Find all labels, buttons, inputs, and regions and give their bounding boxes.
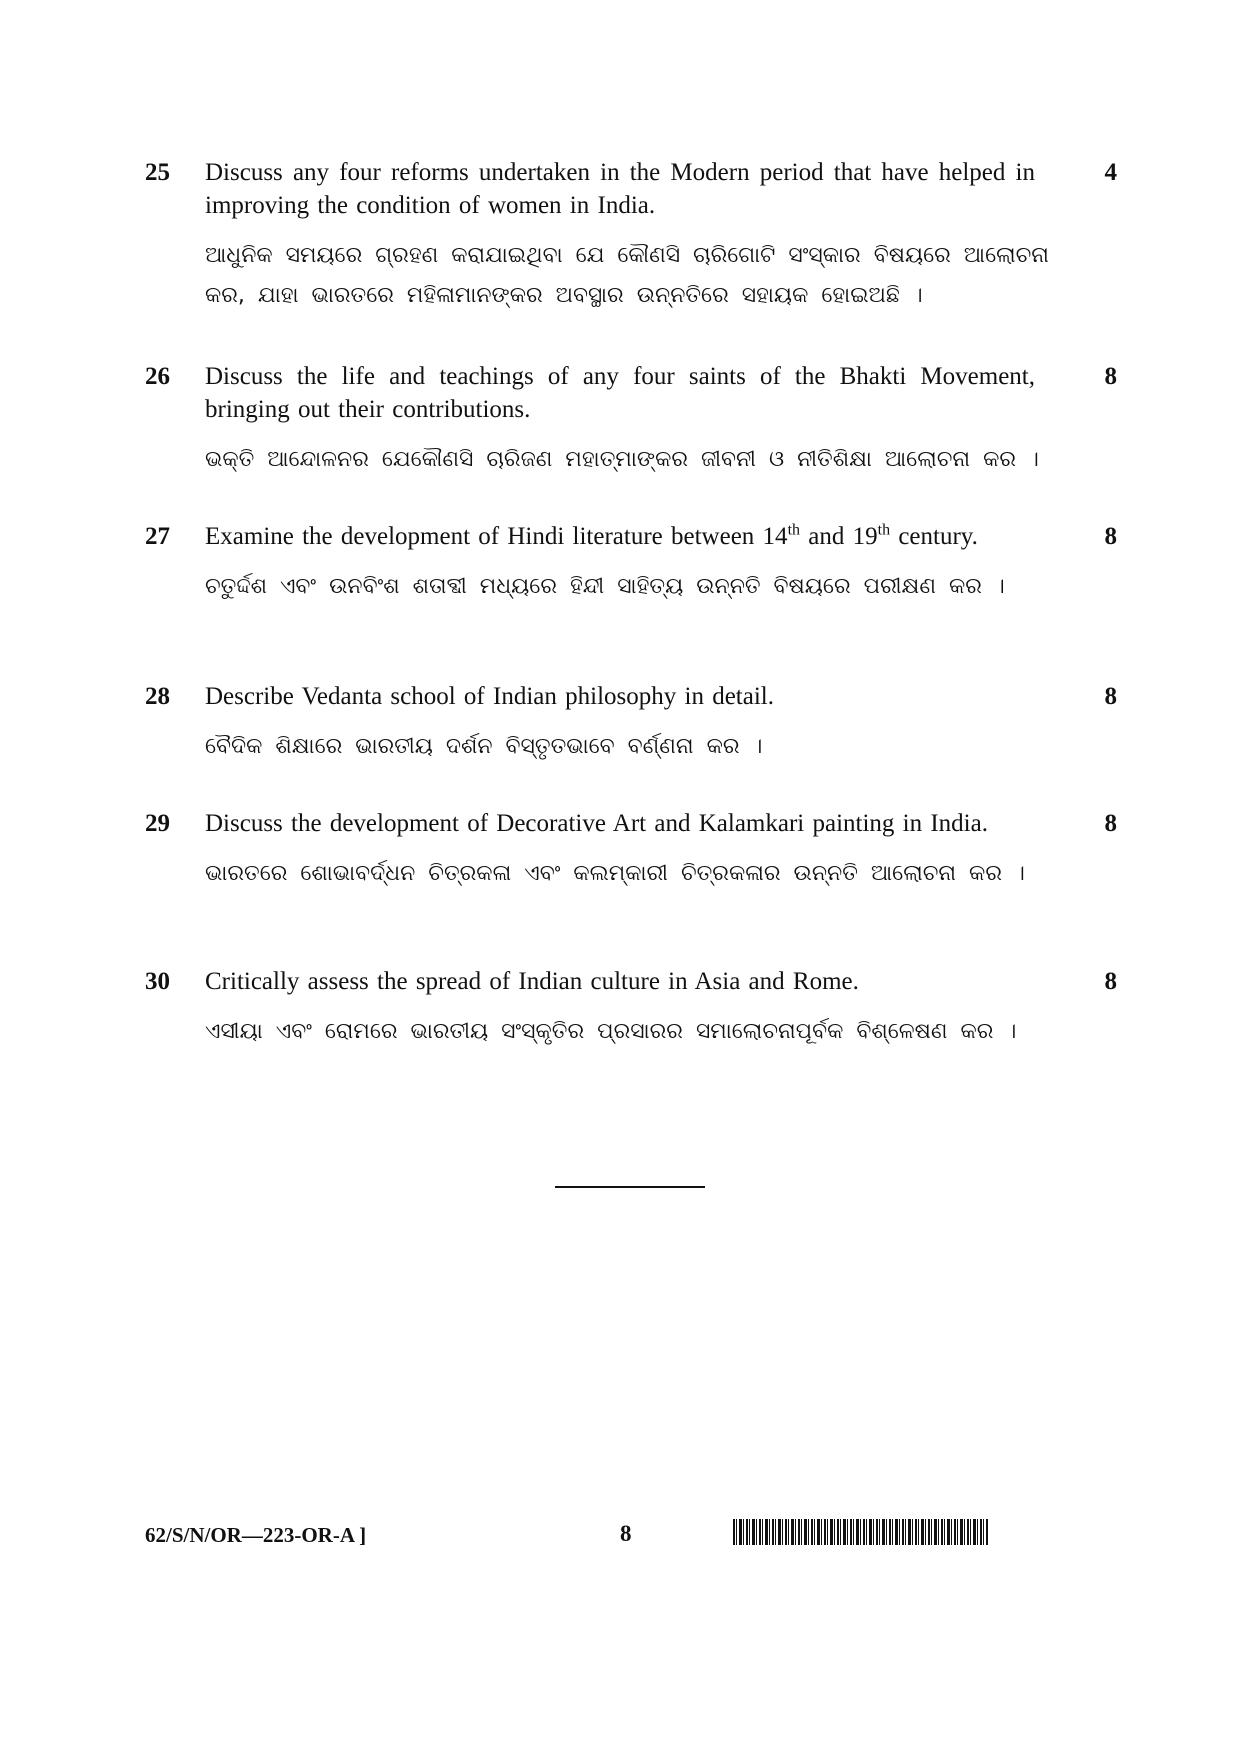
question-28 xyxy=(145,680,1125,767)
question-text-part: Examine the development of Hindi literature between 14 xyxy=(205,523,788,550)
question-26 xyxy=(145,360,1125,480)
page-number: 8 xyxy=(620,1521,632,1546)
question-text-odia: ଭାରତରେ ଶୋଭାବର୍ଦ୍ଧନ ଚିତ୍ରକଳା ଏବଂ କଲମ୍‌କାରୀ ଚିତ୍ରକଳାର ଉନ୍ନତି ଆଲୋଚନା କର । xyxy=(205,861,1025,886)
question-text-english xyxy=(205,520,1035,553)
question-marks: 8 xyxy=(1104,523,1117,550)
question-number: 27 xyxy=(145,523,170,550)
question-number: 26 xyxy=(145,363,170,390)
question-number: 29 xyxy=(145,810,170,837)
question-marks: 8 xyxy=(1104,810,1117,837)
question-25 xyxy=(145,156,1125,316)
question-text-english: Describe Vedanta school of Indian philosophy in detail. xyxy=(205,683,774,710)
end-divider xyxy=(555,1186,705,1188)
question-text-odia: ଚତୁର୍ଦ୍ଦଶ ଏବଂ ଉନବିଂଶ ଶତାବ୍ଦୀ ମଧ୍ୟରେ ହିନ୍ଦୀ ସାହିତ୍ୟ ଉନ୍ନତି ବିଷୟରେ ପରୀକ୍ଷଣ କର । xyxy=(205,574,1005,599)
question-text-odia: ବୈଦିକ ଶିକ୍ଷାରେ ଭାରତୀୟ ଦର୍ଶନ ବିସ୍ତୃତଭାବେ ବର୍ଣ୍ଣନା କର । xyxy=(205,734,763,759)
question-text-odia: ଏସୀୟା ଏବଂ ରୋମରେ ଭାରତୀୟ ସଂସ୍କୃତିର ପ୍ରସାରର ସମାଲୋଚନାପୂର୍ବକ ବିଶ୍ଳେଷଣ କର । xyxy=(205,1019,1017,1044)
question-30 xyxy=(145,965,1125,1052)
question-text-odia: ଆଧୁନିକ ସମୟରେ ଗ୍ରହଣ କରାଯାଇଥିବା ଯେ କୌଣସି ଚାରିଗୋଟି ସଂସ୍କାର ବିଷୟରେ ଆଲୋଚନା କର, ଯାହା ଭାରତରେ ମହିଳାମାନଙ୍କର ଅବସ୍ଥାର ଉନ୍ନତିରେ ସହାୟକ ହୋଇଅଛି । xyxy=(205,243,1049,308)
question-text-part: century. xyxy=(890,523,978,550)
question-29 xyxy=(145,807,1125,894)
question-text-english: Critically assess the spread of Indian culture in Asia and Rome. xyxy=(205,968,859,995)
question-text-english: Discuss any four reforms undertaken in the Modern period that have helped in improving the condition of women in India. xyxy=(205,159,1035,219)
superscript: th xyxy=(787,521,801,539)
question-27 xyxy=(145,520,1125,607)
question-text-part: and 19 xyxy=(800,523,878,550)
question-marks: 8 xyxy=(1104,968,1117,995)
superscript: th xyxy=(877,521,891,539)
question-marks: 8 xyxy=(1104,363,1117,390)
question-text-english: Discuss the development of Decorative Art and Kalamkari painting in India. xyxy=(205,810,988,837)
question-number: 28 xyxy=(145,683,170,710)
barcode xyxy=(733,1519,988,1545)
question-text-english: Discuss the life and teachings of any four saints of the Bhakti Movement, bringing out their contributions. xyxy=(205,363,1035,423)
question-number: 25 xyxy=(145,159,170,186)
paper-code: 62/S/N/OR—223-OR-A ] xyxy=(145,1523,367,1547)
question-number: 30 xyxy=(145,968,170,995)
question-marks: 4 xyxy=(1104,159,1117,186)
question-text-odia: ଭକ୍ତି ଆନ୍ଦୋଳନର ଯେକୌଣସି ଚାରିଜଣ ମହାତ୍ମାଙ୍କର ଜୀବନୀ ଓ ନୀତିଶିକ୍ଷା ଆଲୋଚନା କର । xyxy=(205,447,1039,472)
question-marks: 8 xyxy=(1104,683,1117,710)
